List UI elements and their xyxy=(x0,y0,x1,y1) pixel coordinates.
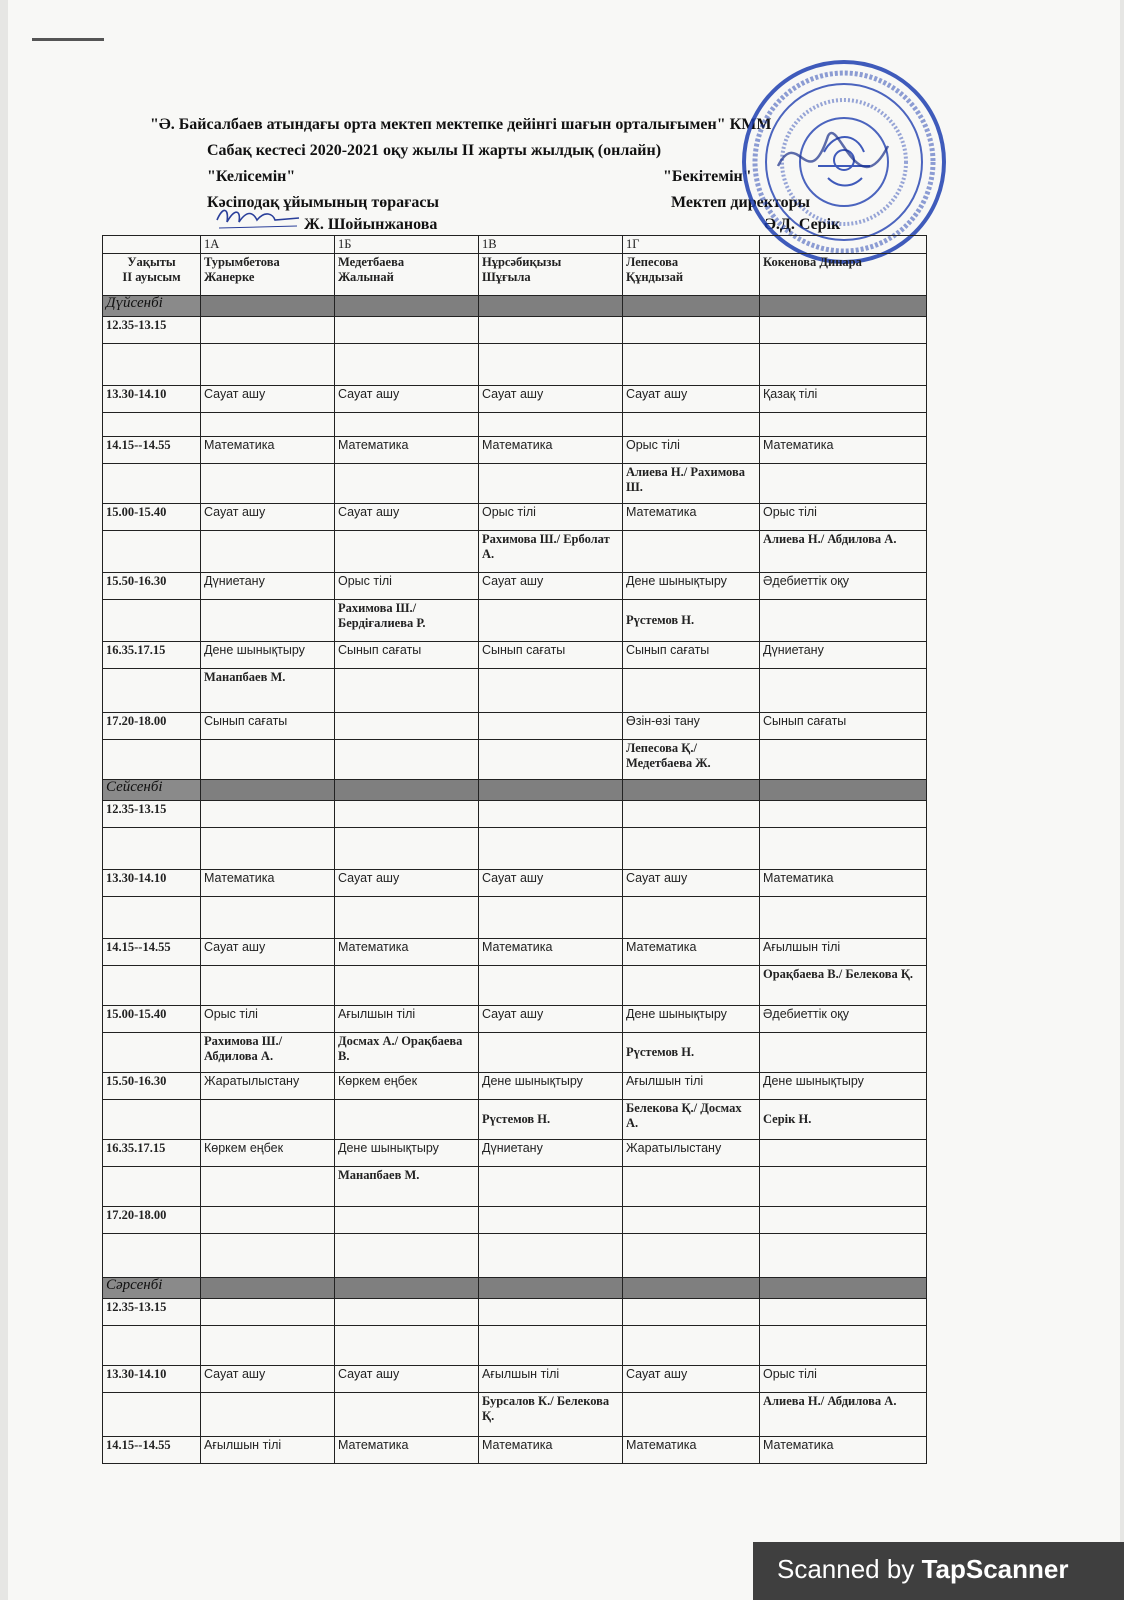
day-bar-cell xyxy=(201,296,335,317)
day-header-row xyxy=(103,1278,927,1299)
subject-cell: Орыс тілі xyxy=(760,504,927,531)
period-row xyxy=(103,317,927,344)
teacher-cell xyxy=(335,413,479,437)
day-bar-cell xyxy=(479,780,623,801)
empty-time-cell xyxy=(103,600,201,642)
empty-time-cell xyxy=(103,1234,201,1278)
period-row xyxy=(103,1366,927,1393)
teacher-cell: Алиева Н./ Рахимова Ш. xyxy=(623,464,760,504)
period-time: 12.35-13.15 xyxy=(103,317,201,344)
subject-cell xyxy=(623,1207,760,1234)
empty-time-cell xyxy=(103,464,201,504)
class-teacher-line: Лепесова xyxy=(626,255,679,269)
subject-cell: Сауат ашу xyxy=(201,386,335,413)
schedule-table xyxy=(102,235,927,1464)
teacher-cell: Рүстемов Н. xyxy=(623,600,760,642)
subject-cell: Сынып сағаты xyxy=(760,713,927,740)
teacher-cell xyxy=(479,600,623,642)
period-row xyxy=(103,437,927,464)
subject-cell: Сауат ашу xyxy=(201,504,335,531)
day-bar-cell xyxy=(623,296,760,317)
period-time: 17.20-18.00 xyxy=(103,1207,201,1234)
empty-time-cell xyxy=(103,531,201,573)
day-bar-cell xyxy=(479,296,623,317)
subject-cell xyxy=(760,1299,927,1326)
day-name: Сәрсенбі xyxy=(103,1278,201,1299)
teacher-cell: Рахимова Ш./ Бердіғалиева Р. xyxy=(335,600,479,642)
subject-cell: Ағылшын тілі xyxy=(201,1437,335,1464)
period-row xyxy=(103,1006,927,1033)
subject-cell: Ағылшын тілі xyxy=(335,1006,479,1033)
teacher-cell xyxy=(335,531,479,573)
empty-time-cell xyxy=(103,1393,201,1437)
empty-time-cell xyxy=(103,344,201,386)
day-bar-cell xyxy=(335,1278,479,1299)
teacher-cell xyxy=(623,531,760,573)
period-row xyxy=(103,573,927,600)
teacher-row xyxy=(103,413,927,437)
day-name: Сейсенбі xyxy=(103,780,201,801)
period-time: 14.15--14.55 xyxy=(103,1437,201,1464)
period-row xyxy=(103,642,927,669)
teacher-cell xyxy=(201,464,335,504)
scanned-page xyxy=(8,0,1120,1600)
subject-cell xyxy=(623,1299,760,1326)
class-teacher xyxy=(479,254,623,296)
subject-cell: Ағылшын тілі xyxy=(760,939,927,966)
subject-cell: Сауат ашу xyxy=(201,939,335,966)
teacher-cell xyxy=(201,897,335,939)
teacher-cell xyxy=(760,464,927,504)
teacher-cell: Алиева Н./ Абдилова А. xyxy=(760,531,927,573)
teacher-cell xyxy=(335,1234,479,1278)
teacher-cell xyxy=(479,828,623,870)
empty-time-cell xyxy=(103,897,201,939)
subject-cell xyxy=(479,713,623,740)
time-header xyxy=(103,254,201,296)
subject-cell xyxy=(760,801,927,828)
time-header-line: ІІ ауысым xyxy=(122,270,181,284)
teacher-cell: Манапбаев М. xyxy=(201,669,335,713)
period-row xyxy=(103,1140,927,1167)
director-name: Ә.Д. Серік xyxy=(764,216,841,233)
teacher-row xyxy=(103,669,927,713)
teacher-row xyxy=(103,344,927,386)
teacher-row xyxy=(103,897,927,939)
subject-cell xyxy=(201,801,335,828)
period-row xyxy=(103,801,927,828)
period-row xyxy=(103,1073,927,1100)
subject-cell: Сынып сағаты xyxy=(479,642,623,669)
subject-cell xyxy=(623,317,760,344)
subject-cell: Математика xyxy=(760,870,927,897)
empty-time-cell xyxy=(103,1167,201,1207)
class-teacher-line: Шұғыла xyxy=(482,270,531,284)
teacher-row xyxy=(103,828,927,870)
subject-cell: Сауат ашу xyxy=(335,386,479,413)
teacher-cell xyxy=(623,344,760,386)
subject-cell: Математика xyxy=(760,1437,927,1464)
teacher-cell xyxy=(479,1326,623,1366)
director-role: Мектеп директоры xyxy=(671,194,810,211)
period-row xyxy=(103,1299,927,1326)
subject-cell: Математика xyxy=(479,437,623,464)
subject-cell: Дене шынықтыру xyxy=(760,1073,927,1100)
teacher-cell: Серік Н. xyxy=(760,1100,927,1140)
day-bar-cell xyxy=(479,1278,623,1299)
period-time: 12.35-13.15 xyxy=(103,801,201,828)
subject-cell xyxy=(201,317,335,344)
subject-cell: Сынып сағаты xyxy=(201,713,335,740)
period-row xyxy=(103,713,927,740)
empty-time-cell xyxy=(103,413,201,437)
subject-cell xyxy=(335,1207,479,1234)
teacher-row xyxy=(103,966,927,1006)
period-time: 16.35.17.15 xyxy=(103,1140,201,1167)
subject-cell xyxy=(201,1299,335,1326)
subject-cell: Ағылшын тілі xyxy=(479,1366,623,1393)
subject-cell: Көркем еңбек xyxy=(201,1140,335,1167)
subject-cell: Математика xyxy=(335,1437,479,1464)
class-teacher xyxy=(335,254,479,296)
period-row xyxy=(103,939,927,966)
teacher-cell xyxy=(623,897,760,939)
period-row xyxy=(103,1207,927,1234)
union-role: Кәсіподақ ұйымының төрағасы xyxy=(207,194,439,211)
subject-cell: Математика xyxy=(760,437,927,464)
teacher-cell xyxy=(335,1393,479,1437)
teacher-cell xyxy=(479,740,623,780)
scanner-brand: TapScanner xyxy=(921,1554,1069,1584)
subject-cell: Дүниетану xyxy=(479,1140,623,1167)
subject-cell xyxy=(760,317,927,344)
subject-cell: Орыс тілі xyxy=(479,504,623,531)
class-teacher-line: Турымбетова xyxy=(204,255,280,269)
teacher-cell xyxy=(201,966,335,1006)
subject-cell: Математика xyxy=(623,504,760,531)
teacher-cell xyxy=(760,1167,927,1207)
subject-cell: Сауат ашу xyxy=(201,1366,335,1393)
subject-cell: Сауат ашу xyxy=(479,386,623,413)
scanner-watermark-text xyxy=(777,1554,1068,1585)
day-bar-cell xyxy=(201,1278,335,1299)
teacher-cell xyxy=(201,344,335,386)
teacher-cell xyxy=(760,740,927,780)
corner-cell xyxy=(103,236,201,254)
day-bar-cell xyxy=(760,296,927,317)
subject-cell xyxy=(335,713,479,740)
teacher-cell xyxy=(201,531,335,573)
subject-cell: Сауат ашу xyxy=(335,870,479,897)
subject-cell: Әдебиеттік оқу xyxy=(760,573,927,600)
teacher-cell: Манапбаев М. xyxy=(335,1167,479,1207)
day-header-row xyxy=(103,296,927,317)
subject-cell xyxy=(760,1140,927,1167)
empty-time-cell xyxy=(103,828,201,870)
subject-cell: Дүниетану xyxy=(201,573,335,600)
subject-cell: Жаратылыстану xyxy=(201,1073,335,1100)
subject-cell: Дене шынықтыру xyxy=(201,642,335,669)
teacher-row xyxy=(103,600,927,642)
subject-cell: Орыс тілі xyxy=(201,1006,335,1033)
teacher-cell xyxy=(479,464,623,504)
teacher-cell xyxy=(201,828,335,870)
class-name: 1Б xyxy=(335,236,479,254)
class-name: 1Г xyxy=(623,236,760,254)
teacher-cell: Белекова Қ./ Досмах А. xyxy=(623,1100,760,1140)
teacher-row xyxy=(103,1234,927,1278)
teacher-cell: Рахимова Ш./ Абдилова А. xyxy=(201,1033,335,1073)
period-time: 15.50-16.30 xyxy=(103,1073,201,1100)
teacher-cell xyxy=(335,669,479,713)
teacher-cell xyxy=(623,1167,760,1207)
day-bar-cell xyxy=(335,296,479,317)
subject-cell: Жаратылыстану xyxy=(623,1140,760,1167)
teacher-row xyxy=(103,1033,927,1073)
teacher-cell xyxy=(479,669,623,713)
period-time: 12.35-13.15 xyxy=(103,1299,201,1326)
teacher-cell xyxy=(201,1100,335,1140)
teacher-cell: Бурсалов К./ Белекова Қ. xyxy=(479,1393,623,1437)
period-time: 17.20-18.00 xyxy=(103,713,201,740)
teacher-cell xyxy=(335,966,479,1006)
period-time: 15.00-15.40 xyxy=(103,504,201,531)
class-teacher-line: Жалынай xyxy=(338,270,394,284)
period-row xyxy=(103,870,927,897)
subject-cell xyxy=(201,1207,335,1234)
teacher-cell xyxy=(335,740,479,780)
subject-cell xyxy=(479,801,623,828)
period-time: 14.15--14.55 xyxy=(103,437,201,464)
teacher-cell xyxy=(479,344,623,386)
day-bar-cell xyxy=(760,780,927,801)
teacher-cell xyxy=(479,966,623,1006)
day-bar-cell xyxy=(335,780,479,801)
teacher-row xyxy=(103,464,927,504)
teacher-cell xyxy=(335,1100,479,1140)
subject-cell xyxy=(760,1207,927,1234)
teacher-cell xyxy=(479,413,623,437)
subject-cell: Дене шынықтыру xyxy=(335,1140,479,1167)
subject-cell xyxy=(479,1207,623,1234)
day-bar-cell xyxy=(760,1278,927,1299)
corner-line xyxy=(32,38,104,41)
scanner-prefix: Scanned by xyxy=(777,1554,922,1584)
teacher-cell xyxy=(623,966,760,1006)
teacher-cell xyxy=(335,897,479,939)
subject-cell: Дене шынықтыру xyxy=(479,1073,623,1100)
subject-cell: Сауат ашу xyxy=(479,870,623,897)
teacher-row xyxy=(103,1167,927,1207)
class-teacher xyxy=(623,254,760,296)
teacher-cell xyxy=(335,464,479,504)
subject-cell: Қазақ тілі xyxy=(760,386,927,413)
teacher-cell xyxy=(760,1234,927,1278)
subject-cell: Сауат ашу xyxy=(623,1366,760,1393)
class-name: 1А xyxy=(201,236,335,254)
approved-label: "Бекітемін" xyxy=(663,168,752,185)
class-teacher-line: Нұрсәбиқызы xyxy=(482,255,562,269)
period-row xyxy=(103,1437,927,1464)
subject-cell xyxy=(335,1299,479,1326)
teacher-cell xyxy=(201,740,335,780)
empty-time-cell xyxy=(103,669,201,713)
class-teacher-line: Жанерке xyxy=(204,270,255,284)
teacher-cell xyxy=(760,413,927,437)
empty-time-cell xyxy=(103,1100,201,1140)
day-bar-cell xyxy=(623,1278,760,1299)
subject-cell xyxy=(479,317,623,344)
period-row xyxy=(103,386,927,413)
teacher-row xyxy=(103,1393,927,1437)
subject-cell xyxy=(335,801,479,828)
period-time: 13.30-14.10 xyxy=(103,1366,201,1393)
teacher-cell xyxy=(335,828,479,870)
empty-time-cell xyxy=(103,1033,201,1073)
teacher-cell xyxy=(201,600,335,642)
period-time: 16.35.17.15 xyxy=(103,642,201,669)
document-title: "Ә. Байсалбаев атындағы орта мектеп мектепке дейінгі шағын орталығымен" КММ xyxy=(150,116,772,133)
teacher-cell xyxy=(623,413,760,437)
teacher-cell: Рүстемов Н. xyxy=(479,1100,623,1140)
subject-cell: Сауат ашу xyxy=(335,504,479,531)
class-teacher-line: Құндызай xyxy=(626,270,684,284)
teacher-cell: Рүстемов Н. xyxy=(623,1033,760,1073)
teacher-cell xyxy=(623,1326,760,1366)
teacher-cell: Алиева Н./ Абдилова А. xyxy=(760,1393,927,1437)
teacher-cell xyxy=(479,1167,623,1207)
class-name xyxy=(760,236,927,254)
agreed-label: "Келісемін" xyxy=(207,168,296,185)
teacher-cell xyxy=(479,1234,623,1278)
teacher-cell xyxy=(201,1234,335,1278)
subject-cell: Сауат ашу xyxy=(623,386,760,413)
teacher-cell: Рахимова Ш./ Ерболат А. xyxy=(479,531,623,573)
signature-icon xyxy=(213,200,303,234)
document-subtitle: Сабақ кестесі 2020-2021 оқу жылы ІІ жарты жылдық (онлайн) xyxy=(207,142,662,159)
subject-cell: Дене шынықтыру xyxy=(623,573,760,600)
teacher-cell xyxy=(335,1326,479,1366)
day-name: Дүйсенбі xyxy=(103,296,201,317)
period-row xyxy=(103,504,927,531)
subject-cell: Математика xyxy=(335,939,479,966)
teacher-cell xyxy=(201,1326,335,1366)
empty-time-cell xyxy=(103,740,201,780)
subject-cell: Орыс тілі xyxy=(623,437,760,464)
subject-cell: Сауат ашу xyxy=(479,573,623,600)
subject-cell: Математика xyxy=(623,939,760,966)
teacher-cell xyxy=(623,669,760,713)
teacher-cell xyxy=(760,1033,927,1073)
day-bar-cell xyxy=(623,780,760,801)
subject-cell: Сауат ашу xyxy=(335,1366,479,1393)
teacher-cell: Лепесова Қ./ Медетбаева Ж. xyxy=(623,740,760,780)
teacher-row xyxy=(103,531,927,573)
teacher-cell: Досмах А./ Орақбаева В. xyxy=(335,1033,479,1073)
subject-cell: Математика xyxy=(335,437,479,464)
subject-cell: Математика xyxy=(201,437,335,464)
teacher-cell xyxy=(201,1393,335,1437)
subject-cell: Дене шынықтыру xyxy=(623,1006,760,1033)
subject-cell: Математика xyxy=(623,1437,760,1464)
period-time: 14.15--14.55 xyxy=(103,939,201,966)
teacher-row xyxy=(103,1326,927,1366)
teacher-cell xyxy=(201,1167,335,1207)
teacher-row xyxy=(103,740,927,780)
teacher-cell xyxy=(479,897,623,939)
subject-cell: Сауат ашу xyxy=(623,870,760,897)
subject-cell: Орыс тілі xyxy=(335,573,479,600)
subject-cell: Дүниетану xyxy=(760,642,927,669)
subject-cell xyxy=(623,801,760,828)
class-teacher xyxy=(201,254,335,296)
teacher-cell xyxy=(760,600,927,642)
teacher-cell xyxy=(623,1234,760,1278)
teacher-cell: Орақбаева В./ Белекова Қ. xyxy=(760,966,927,1006)
teacher-cell xyxy=(623,828,760,870)
teacher-cell xyxy=(760,344,927,386)
union-name: Ж. Шойынжанова xyxy=(304,216,438,233)
teachers-header-row xyxy=(103,254,927,296)
subject-cell: Математика xyxy=(201,870,335,897)
subject-cell: Сауат ашу xyxy=(479,1006,623,1033)
teacher-cell xyxy=(623,1393,760,1437)
subject-cell xyxy=(335,317,479,344)
class-names-row xyxy=(103,236,927,254)
class-teacher xyxy=(760,254,927,296)
period-time: 15.50-16.30 xyxy=(103,573,201,600)
day-bar-cell xyxy=(201,780,335,801)
teacher-cell xyxy=(335,344,479,386)
subject-cell: Сынып сағаты xyxy=(335,642,479,669)
teacher-cell xyxy=(479,1033,623,1073)
teacher-cell xyxy=(201,413,335,437)
period-time: 13.30-14.10 xyxy=(103,386,201,413)
teacher-cell xyxy=(760,897,927,939)
time-header-line: Уақыты xyxy=(127,255,176,269)
period-time: 13.30-14.10 xyxy=(103,870,201,897)
subject-cell: Көркем еңбек xyxy=(335,1073,479,1100)
subject-cell xyxy=(479,1299,623,1326)
class-teacher-line: Кокенова Динара xyxy=(763,255,862,269)
empty-time-cell xyxy=(103,1326,201,1366)
subject-cell: Өзін-өзі тану xyxy=(623,713,760,740)
teacher-cell xyxy=(760,1326,927,1366)
day-header-row xyxy=(103,780,927,801)
subject-cell: Ағылшын тілі xyxy=(623,1073,760,1100)
empty-time-cell xyxy=(103,966,201,1006)
period-time: 15.00-15.40 xyxy=(103,1006,201,1033)
teacher-row xyxy=(103,1100,927,1140)
teacher-cell xyxy=(760,669,927,713)
subject-cell: Сынып сағаты xyxy=(623,642,760,669)
class-teacher-line: Медетбаева xyxy=(338,255,405,269)
teacher-cell xyxy=(760,828,927,870)
subject-cell: Орыс тілі xyxy=(760,1366,927,1393)
subject-cell: Математика xyxy=(479,939,623,966)
subject-cell: Әдебиеттік оқу xyxy=(760,1006,927,1033)
subject-cell: Математика xyxy=(479,1437,623,1464)
class-name: 1В xyxy=(479,236,623,254)
